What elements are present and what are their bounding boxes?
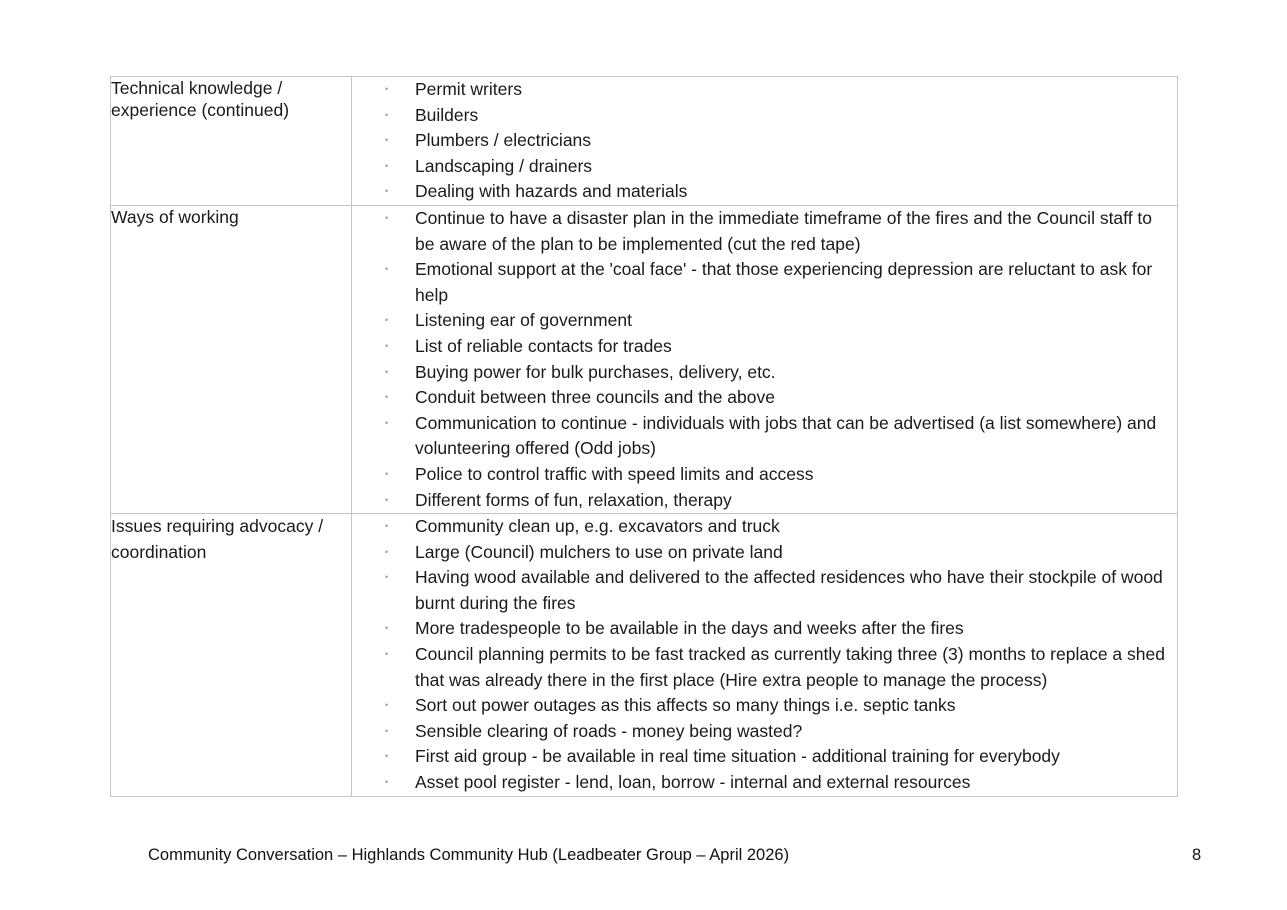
list-item: [352, 257, 1167, 308]
bullet-icon: •: [385, 212, 389, 223]
list-item-text: Large (Council) mulchers to use on private land: [415, 541, 783, 562]
content-table: [110, 76, 1178, 797]
bullet-icon: •: [385, 700, 389, 711]
bullet-icon: •: [385, 315, 389, 326]
bullet-icon: •: [385, 521, 389, 532]
bullet-icon: •: [385, 417, 389, 428]
row-label: Issues requiring advocacy / coordination: [111, 516, 324, 562]
list-item: [352, 179, 1167, 205]
row-label: Technical knowledge / experience (continued): [111, 78, 290, 120]
list-item: [352, 693, 1167, 719]
bullet-list: [352, 514, 1177, 796]
list-item-text: Buying power for bulk purchases, delivery, etc.: [415, 361, 776, 382]
list-item-text: Dealing with hazards and materials: [415, 181, 688, 202]
bullet-icon: •: [385, 751, 389, 762]
table-row-advocacy: [111, 514, 1178, 797]
bullet-icon: •: [385, 494, 389, 505]
bullet-icon: •: [385, 468, 389, 479]
list-item: [352, 103, 1167, 129]
list-item-text: Council planning permits to be fast tracked as currently taking three (3) months to replace a shed that was already there in the first place (Hire extra people to manage the process): [415, 644, 1165, 690]
bullet-icon: •: [385, 109, 389, 120]
list-item-text: Conduit between three councils and the above: [415, 387, 775, 408]
list-item: [352, 719, 1167, 745]
list-item-text: Continue to have a disaster plan in the immediate timeframe of the fires and the Council staff to be aware of the plan to be implemented (cut the red tape): [415, 207, 1153, 254]
list-item: [352, 540, 1167, 566]
list-item-text: Sensible clearing of roads - money being wasted?: [415, 720, 803, 741]
bullet-list: [352, 77, 1177, 205]
bullet-icon: •: [385, 649, 389, 660]
bullet-icon: •: [385, 84, 389, 94]
bullet-icon: •: [385, 264, 389, 275]
page-footer: Community Conversation – Highlands Community Hub (Leadbeater Group – April 2026): [148, 846, 790, 864]
row-items-cell: [352, 205, 1178, 513]
row-label: Ways of working: [111, 206, 239, 227]
list-item-text: First aid group - be available in real time situation - additional training for everybody: [415, 746, 1060, 767]
list-item-text: Emotional support at the 'coal face' - that those experiencing depression are reluctant to ask for help: [415, 259, 1153, 305]
list-item-text: Listening ear of government: [415, 310, 632, 331]
bullet-icon: •: [385, 392, 389, 403]
list-item-text: Permit writers: [415, 79, 522, 99]
table-body: [111, 77, 1178, 797]
bullet-icon: •: [385, 546, 389, 557]
list-item-text: Different forms of fun, relaxation, therapy: [415, 489, 732, 510]
page-number: 8: [1192, 846, 1202, 864]
list-item: [352, 411, 1167, 462]
row-label-cell: [111, 205, 352, 513]
bullet-icon: •: [385, 160, 389, 171]
list-item-text: More tradespeople to be available in the days and weeks after the fires: [415, 618, 964, 639]
list-item: [352, 488, 1167, 514]
list-item: [352, 385, 1167, 411]
table-row-ways-of-working: [111, 205, 1178, 513]
list-item: [352, 744, 1167, 770]
row-label-cell: [111, 77, 352, 206]
list-item-text: Having wood available and delivered to the affected residences who have their stockpile of wood burnt during the fires: [415, 567, 1163, 613]
bullet-icon: •: [385, 340, 389, 351]
list-item-text: Landscaping / drainers: [415, 155, 593, 176]
list-item: [352, 206, 1167, 257]
list-item: [352, 128, 1167, 154]
list-item: [352, 308, 1167, 334]
row-label-cell: [111, 514, 352, 797]
bullet-icon: •: [385, 725, 389, 736]
list-item-text: Police to control traffic with speed limits and access: [415, 463, 814, 484]
list-item: [352, 77, 1167, 103]
list-item: [352, 770, 1167, 796]
list-item-text: Community clean up, e.g. excavators and truck: [415, 516, 780, 537]
list-item: [352, 462, 1167, 488]
list-item: [352, 334, 1167, 360]
list-item-text: Asset pool register - lend, loan, borrow - internal and external resources: [415, 772, 971, 793]
bullet-icon: •: [385, 777, 389, 788]
bullet-icon: •: [385, 135, 389, 146]
bullet-icon: •: [385, 366, 389, 377]
list-item: [352, 514, 1167, 540]
list-item: [352, 616, 1167, 642]
list-item: [352, 565, 1167, 616]
bullet-icon: •: [385, 186, 389, 197]
list-item: [352, 154, 1167, 180]
row-items-cell: [352, 77, 1178, 206]
list-item-text: List of reliable contacts for trades: [415, 335, 672, 356]
row-items-cell: [352, 514, 1178, 797]
bullet-icon: •: [385, 572, 389, 583]
list-item-text: Builders: [415, 104, 479, 125]
list-item-text: Sort out power outages as this affects so many things i.e. septic tanks: [415, 695, 956, 716]
list-item: [352, 642, 1167, 693]
bullet-icon: •: [385, 623, 389, 634]
table-row-technical-knowledge: [111, 77, 1178, 206]
list-item: [352, 360, 1167, 386]
list-item-text: Communication to continue - individuals with jobs that can be advertised (a list somewhere) and volunteering offered (Odd jobs): [415, 412, 1157, 459]
list-item-text: Plumbers / electricians: [415, 130, 592, 151]
bullet-list: [352, 206, 1177, 513]
